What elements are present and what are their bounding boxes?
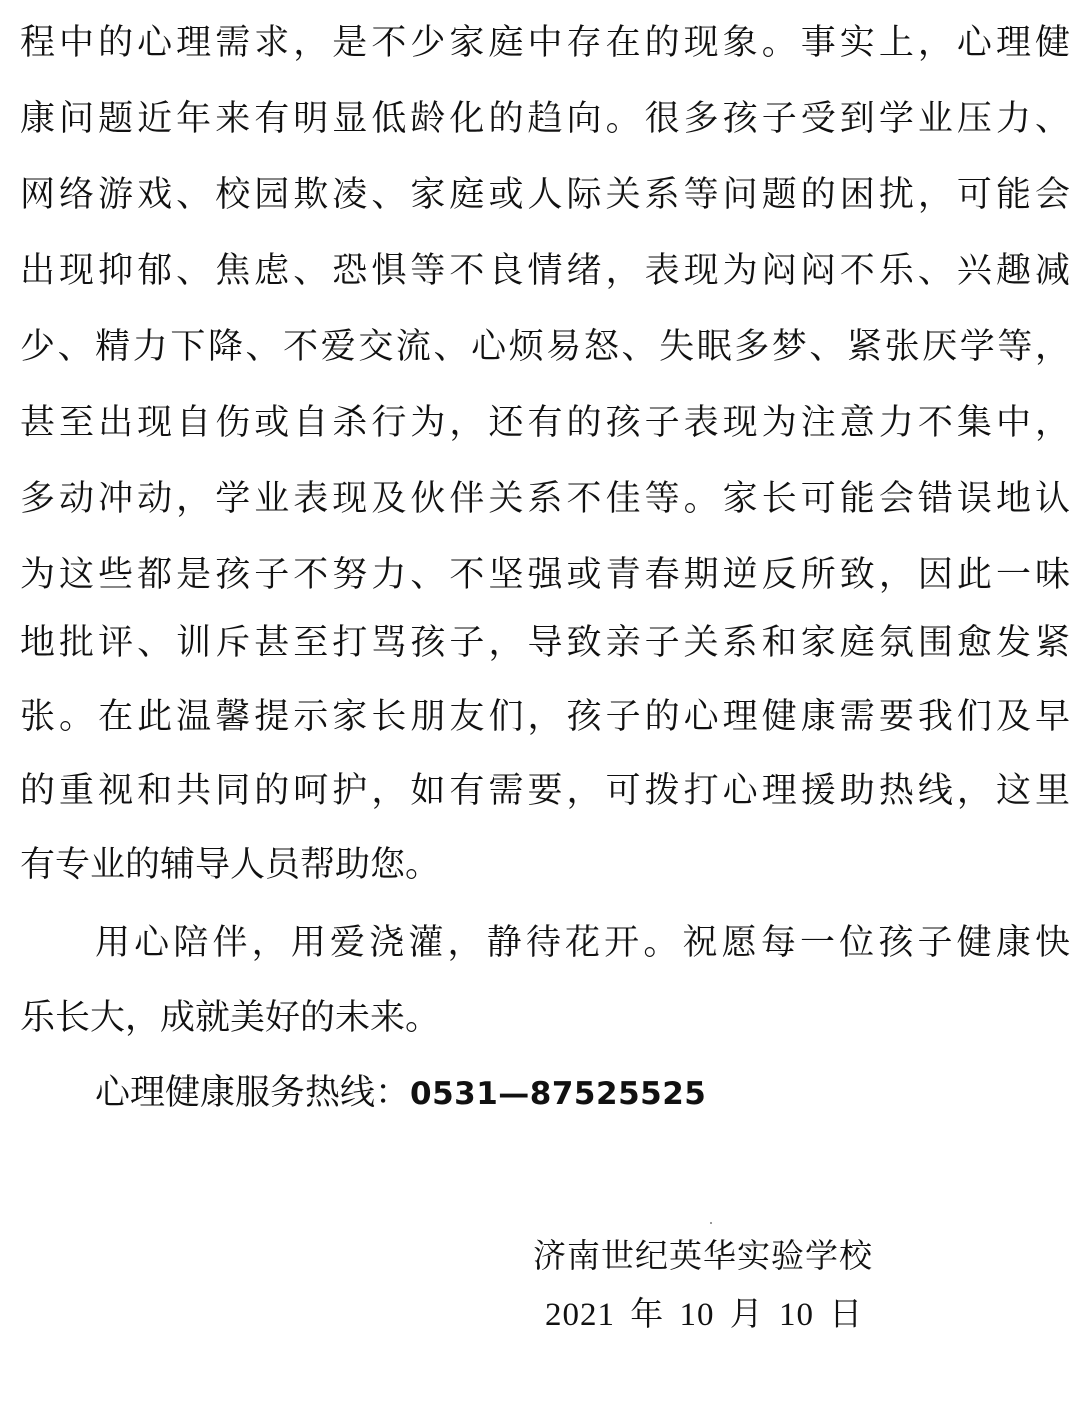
signature-date: 2021 年 10 月 10 日	[545, 1297, 864, 1333]
body-line-1: 程中的心理需求，是不少家庭中存在的现象。事实上，心理健	[20, 23, 1070, 63]
body-line-10: 张。在此温馨提示家长朋友们，孩子的心理健康需要我们及早	[20, 697, 1070, 737]
hotline-label: 心理健康服务热线：	[95, 1073, 411, 1113]
closing-line-1: 用心陪伴，用爱浇灌，静待花开。祝愿每一位孩子健康快	[95, 923, 1070, 963]
scan-speck	[710, 1222, 712, 1224]
body-line-8: 为这些都是孩子不努力、不坚强或青春期逆反所致，因此一味	[20, 555, 1070, 595]
hotline-number: 0531—87525525	[410, 1076, 707, 1112]
body-line-2: 康问题近年来有明显低龄化的趋向。很多孩子受到学业压力、	[20, 99, 1070, 139]
body-line-3: 网络游戏、校园欺凌、家庭或人际关系等问题的困扰，可能会	[20, 175, 1070, 215]
body-line-12: 有专业的辅导人员帮助您。	[20, 845, 441, 885]
school-signature: 济南世纪英华实验学校	[533, 1236, 873, 1275]
body-line-5: 少、精力下降、不爱交流、心烦易怒、失眠多梦、紧张厌学等，	[20, 327, 1070, 367]
body-line-7: 多动冲动，学业表现及伙伴关系不佳等。家长可能会错误地认	[20, 479, 1070, 519]
body-line-4: 出现抑郁、焦虑、恐惧等不良情绪，表现为闷闷不乐、兴趣减	[20, 251, 1070, 291]
body-line-11: 的重视和共同的呵护，如有需要，可拨打心理援助热线，这里	[20, 771, 1070, 811]
hotline	[95, 1068, 706, 1119]
body-line-6: 甚至出现自伤或自杀行为，还有的孩子表现为注意力不集中，	[20, 403, 1070, 443]
body-line-9: 地批评、训斥甚至打骂孩子，导致亲子关系和家庭氛围愈发紧	[20, 623, 1070, 663]
closing-line-2: 乐长大，成就美好的未来。	[20, 998, 441, 1038]
